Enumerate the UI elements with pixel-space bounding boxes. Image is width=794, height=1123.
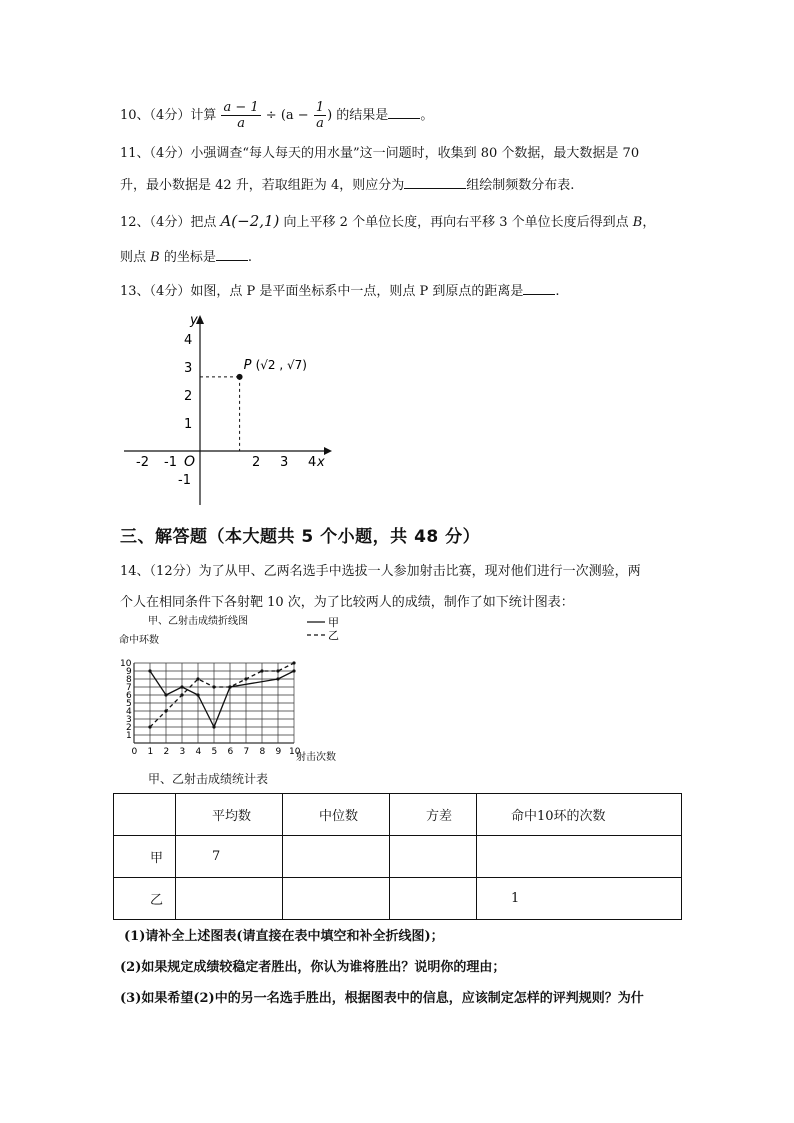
point-p-coords: (√2 , √7) <box>255 357 307 372</box>
table-cell: 乙 <box>114 878 176 920</box>
y-tick-label: 4 <box>126 707 132 717</box>
question-14-line-1: 14、（12分）为了从甲、乙两名选手中选拔一人参加射击比赛，现对他们进行一次测验，两 <box>120 564 641 579</box>
fraction-1-over-a: $\frac{1}{a}$ <box>315 100 325 131</box>
x-tick-label: 5 <box>211 747 218 757</box>
data-point <box>196 693 199 696</box>
y-tick-label: 3 <box>184 361 193 376</box>
data-point <box>148 669 151 672</box>
data-point <box>148 725 151 728</box>
data-point <box>164 709 167 712</box>
x-axis-label: x <box>317 455 325 470</box>
answer-blank <box>523 282 555 295</box>
question-10: 10、（4分）计算 $\frac{a - 1}{a}$ ÷ (a − $\frac{1}{a}$ ) 的结果是 。 <box>120 100 434 131</box>
fraction-a-minus-1-over-a: $\frac{a - 1}{a}$ <box>223 100 259 131</box>
sub-question-3: (3)如果希望(2)中的另一名选手胜出，根据图表中的信息，应该制定怎样的评判规则？为什 <box>120 991 644 1006</box>
chart-x-label: 射击次数 <box>296 752 336 763</box>
data-point <box>292 661 295 664</box>
question-12-line-2: 则点 B 的坐标是 . <box>120 250 252 265</box>
x-tick-label: 7 <box>243 747 250 757</box>
x-tick-label: 4 <box>308 455 317 470</box>
question-11-line-1: 11、（4分）小强调查“每人每天的用水量”这一问题时，收集到 80 个数据，最大数据是 70 <box>120 146 640 161</box>
table-cell[interactable] <box>390 878 477 920</box>
table-row <box>114 878 682 920</box>
y-tick-label: 4 <box>184 333 193 348</box>
chart-y-label: 命中环数 <box>119 635 159 646</box>
x-tick-label: -1 <box>164 455 177 470</box>
question-12-line-1: 12、（4分）把点 A(−2,1) 向上平移 2 个单位长度，再向右平移 3 个单位长度后得到点 B， <box>120 212 656 230</box>
question-11-line-2: 升，最小数据是 42 升，若取组距为 4，则应分为 组绘制频数分布表. <box>120 178 575 193</box>
y-tick-label: 6 <box>126 691 132 701</box>
shooting-line-chart <box>115 613 355 763</box>
table-cell[interactable]: 7 <box>176 836 283 878</box>
x-tick-label: 3 <box>179 747 186 757</box>
table-header-row <box>114 794 682 836</box>
y-tick-label: 5 <box>126 699 132 709</box>
x-tick-label: 1 <box>147 747 154 757</box>
table-cell[interactable] <box>390 836 477 878</box>
section-heading: 三、解答题（本大题共 5 个小题，共 48 分） <box>120 527 481 547</box>
y-tick-label: 1 <box>126 731 132 741</box>
statistics-table <box>113 793 682 920</box>
x-tick-label: 10 <box>289 747 301 757</box>
point-p-label: P <box>243 357 252 373</box>
table-cell[interactable] <box>283 836 390 878</box>
table-cell[interactable] <box>283 878 390 920</box>
x-tick-label: 2 <box>163 747 170 757</box>
table-caption: 甲、乙射击成绩统计表 <box>148 772 269 786</box>
data-point <box>276 669 279 672</box>
table-header-cell: 中位数 <box>283 794 390 836</box>
table-cell[interactable]: 1 <box>477 878 682 920</box>
y-tick-label: 3 <box>126 715 132 725</box>
origin-label: O <box>184 454 196 470</box>
data-point <box>212 685 215 688</box>
point-p <box>237 374 243 380</box>
x-tick-label: 2 <box>252 455 261 470</box>
answer-blank <box>388 106 420 119</box>
x-tick-label: 3 <box>280 455 289 470</box>
data-point <box>276 677 279 680</box>
legend-label: 乙 <box>328 629 339 642</box>
y-tick-label: 2 <box>184 389 193 404</box>
data-point <box>180 685 183 688</box>
y-tick-label: 10 <box>120 659 132 669</box>
series-line-jia <box>150 671 294 727</box>
answer-blank <box>216 248 248 261</box>
x-tick-label: 4 <box>195 747 202 757</box>
x-axis-arrow <box>324 447 332 455</box>
data-point <box>292 669 295 672</box>
x-tick-label: 6 <box>227 747 234 757</box>
data-point <box>196 677 199 680</box>
table-row <box>114 836 682 878</box>
data-point <box>180 693 183 696</box>
table-cell[interactable] <box>477 836 682 878</box>
x-tick-label: 8 <box>259 747 266 757</box>
answer-blank <box>404 176 466 189</box>
x-tick-label: 9 <box>275 747 282 757</box>
y-tick-label: 9 <box>126 667 132 677</box>
table-header-cell: 命中10环的次数 <box>477 794 682 836</box>
coordinate-plane-figure <box>118 310 338 510</box>
y-tick-label: -1 <box>178 473 191 488</box>
data-point <box>228 685 231 688</box>
sub-question-1: (1)请补全上述图表(请直接在表中填空和补全折线图)； <box>124 929 444 944</box>
legend-label: 甲 <box>328 616 339 629</box>
table-cell[interactable] <box>176 878 283 920</box>
chart-title: 甲、乙射击成绩折线图 <box>148 616 248 627</box>
y-tick-label: 2 <box>126 723 132 733</box>
y-axis-label: y <box>190 313 198 328</box>
sub-question-2: (2)如果规定成绩较稳定者胜出，你认为谁将胜出？说明你的理由； <box>120 960 506 975</box>
data-point <box>244 677 247 680</box>
x-tick-label: 0 <box>131 747 138 757</box>
question-14-line-2: 个人在相同条件下各射靶 10 次，为了比较两人的成绩，制作了如下统计图表： <box>120 595 574 610</box>
table-header-cell <box>114 794 176 836</box>
y-tick-label: 8 <box>126 675 132 685</box>
y-tick-label: 7 <box>126 683 132 693</box>
table-cell: 甲 <box>114 836 176 878</box>
question-13: 13、（4分）如图，点 P 是平面坐标系中一点，则点 P 到原点的距离是 . <box>120 284 560 299</box>
point-a: A(−2,1) <box>220 212 280 230</box>
data-point <box>260 669 263 672</box>
y-tick-label: 1 <box>184 417 193 432</box>
table-header-cell: 方差 <box>390 794 477 836</box>
x-tick-label: -2 <box>136 455 149 470</box>
data-point <box>212 725 215 728</box>
table-header-cell: 平均数 <box>176 794 283 836</box>
data-point <box>164 693 167 696</box>
